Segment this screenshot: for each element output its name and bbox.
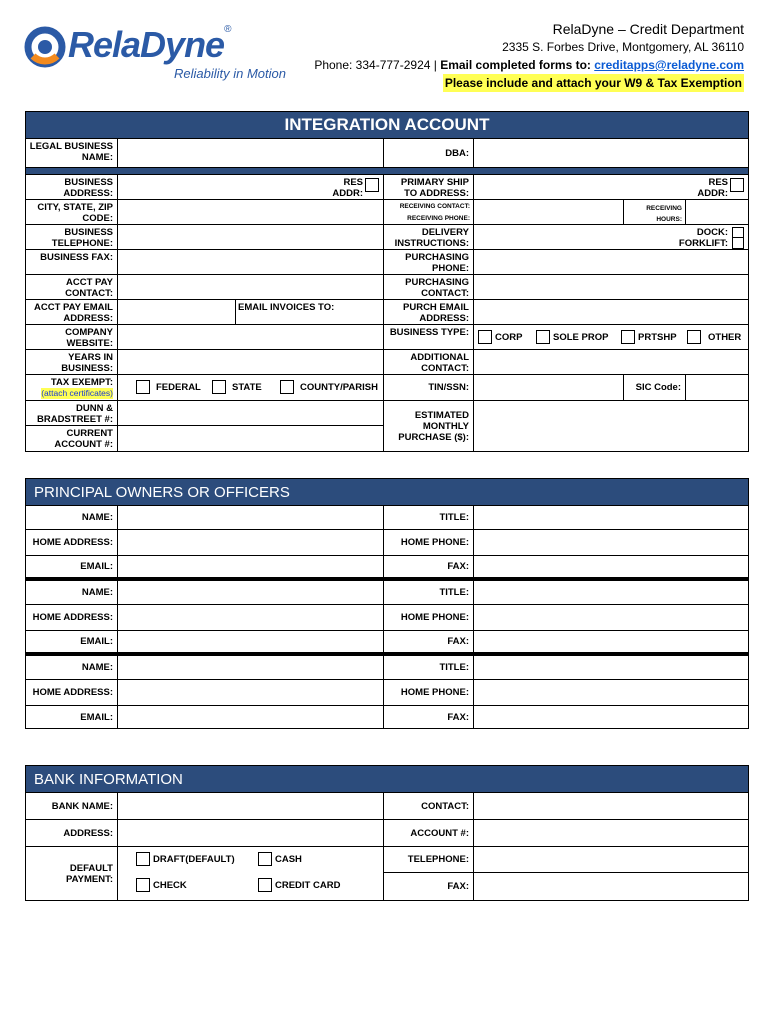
owner1-fax-field[interactable] <box>474 556 748 577</box>
owner2-name-label: NAME: <box>26 581 118 604</box>
estimated-monthly-purchase-label: ESTIMATED MONTHLY PURCHASE ($): <box>384 401 474 451</box>
business-type-sole-prop[interactable] <box>536 330 608 344</box>
forklift-checkbox[interactable] <box>732 237 744 249</box>
owner2-fax-label: FAX: <box>384 631 474 652</box>
years-in-business-row <box>26 350 748 375</box>
additional-contact-label: ADDITIONAL CONTACT: <box>384 350 474 374</box>
business-address-label: BUSINESS ADDRESS: <box>26 175 118 199</box>
principal-owners-section <box>25 478 749 729</box>
owner3-fax-label: FAX: <box>384 706 474 728</box>
delivery-instructions-label: DELIVERY INSTRUCTIONS: <box>384 225 474 249</box>
email-invoices-label: EMAIL INVOICES TO: <box>238 302 335 313</box>
business-type-label: BUSINESS TYPE: <box>384 325 474 349</box>
bank-phone-fax-labels <box>384 847 474 900</box>
owner3-fax-field[interactable] <box>474 706 748 728</box>
owner1-home-address-label: HOME ADDRESS: <box>26 530 118 555</box>
owner2-email-row <box>26 631 748 653</box>
reladyne-swirl-icon <box>24 26 66 68</box>
owner3-name-field[interactable] <box>118 656 384 679</box>
legal-name-row <box>26 139 748 168</box>
principal-owners-title: PRINCIPAL OWNERS OR OFFICERS <box>26 479 748 506</box>
business-type-corp[interactable] <box>478 330 522 344</box>
tax-state[interactable] <box>212 380 262 394</box>
years-in-business-label: YEARS IN BUSINESS: <box>26 350 118 374</box>
acct-pay-email-field[interactable] <box>118 300 236 324</box>
owner1-address-row <box>26 530 748 556</box>
tax-exempt-label: TAX EXEMPT: <box>50 377 113 388</box>
draft-checkbox[interactable] <box>136 852 150 866</box>
state-checkbox[interactable] <box>212 380 226 394</box>
receiving-hours-label: RECEIVING HOURS: <box>624 200 686 224</box>
bank-name-label: BANK NAME: <box>26 793 118 819</box>
logo-registered: ® <box>224 24 231 35</box>
tax-exempt-options <box>118 375 384 400</box>
purchasing-contact-field[interactable] <box>474 275 748 299</box>
primary-ship-label: PRIMARY SHIP TO ADDRESS: <box>384 175 474 199</box>
business-telephone-field[interactable] <box>118 225 384 249</box>
dba-label: DBA: <box>384 139 474 167</box>
sic-code-label: SIC Code: <box>624 375 686 400</box>
cash-label: CASH <box>275 853 302 865</box>
res-addr-checkbox[interactable] <box>365 178 379 192</box>
res-addr-label-2: RES ADDR: <box>697 177 728 199</box>
business-address-row <box>26 175 748 200</box>
check-label: CHECK <box>153 879 187 891</box>
business-telephone-row <box>26 225 748 250</box>
owner3-home-address-field[interactable] <box>118 680 384 705</box>
bank-fax-label: FAX: <box>447 880 469 892</box>
owner1-home-address-field[interactable] <box>118 530 384 555</box>
business-type-options <box>474 325 748 349</box>
receiving-hours-field[interactable] <box>686 200 748 224</box>
federal-label: FEDERAL <box>156 381 201 393</box>
business-address-field[interactable] <box>118 175 384 199</box>
owner1-home-phone-field[interactable] <box>474 530 748 555</box>
additional-contact-field[interactable] <box>474 350 748 374</box>
department-phone-email <box>314 56 744 74</box>
bank-address-row <box>26 820 748 847</box>
dunn-current-fields <box>118 401 384 451</box>
forklift-label: FORKLIFT: <box>678 238 728 249</box>
sole-prop-checkbox[interactable] <box>536 330 550 344</box>
bank-name-row <box>26 793 748 820</box>
logo-tagline: Reliability in Motion <box>174 66 286 81</box>
business-fax-row <box>26 250 748 275</box>
business-type-prtshp[interactable] <box>621 330 677 344</box>
receiving-phone-label: RECEIVING PHONE: <box>407 215 470 222</box>
owner2-email-field[interactable] <box>118 631 384 652</box>
company-website-label: COMPANY WEBSITE: <box>26 325 118 349</box>
city-state-zip-row <box>26 200 748 225</box>
delivery-instructions-field[interactable] <box>474 225 748 249</box>
acct-pay-contact-field[interactable] <box>118 275 384 299</box>
bank-telephone-label: TELEPHONE: <box>384 847 473 873</box>
integration-account-section <box>25 111 749 452</box>
acct-pay-contact-row <box>26 275 748 300</box>
current-account-label: CURRENT ACCOUNT #: <box>54 428 113 450</box>
other-label: OTHER <box>708 331 742 343</box>
owner3-name-row <box>26 656 748 680</box>
email-prefix: Email completed forms to: <box>440 58 595 72</box>
city-state-zip-label: CITY, STATE, ZIP CODE: <box>26 200 118 224</box>
owner1-email-field[interactable] <box>118 556 384 577</box>
dunn-current-labels <box>26 401 118 451</box>
owner2-title-label: TITLE: <box>384 581 474 604</box>
purchasing-phone-field[interactable] <box>474 250 748 274</box>
bank-information-section <box>25 765 749 901</box>
owner2-home-address-label: HOME ADDRESS: <box>26 605 118 630</box>
owner3-home-phone-field[interactable] <box>474 680 748 705</box>
legal-name-field[interactable] <box>118 139 384 167</box>
acct-pay-email-row <box>26 300 748 325</box>
legal-name-label: LEGAL BUSINESS NAME: <box>26 139 118 167</box>
receiving-contact-label: RECEIVING CONTACT: <box>399 203 470 210</box>
owner1-fax-label: FAX: <box>384 556 474 577</box>
county-parish-label: COUNTY/PARISH <box>300 381 378 393</box>
owner2-address-row <box>26 605 748 631</box>
prtshp-label: PRTSHP <box>638 331 677 343</box>
pay-draft-default[interactable] <box>136 852 235 866</box>
purch-email-field[interactable] <box>474 300 748 324</box>
bank-contact-label: CONTACT: <box>384 793 474 819</box>
owner3-email-label: EMAIL: <box>26 706 118 728</box>
other-checkbox[interactable] <box>687 330 701 344</box>
owner3-email-field[interactable] <box>118 706 384 728</box>
business-type-other[interactable] <box>687 330 741 344</box>
company-website-row <box>26 325 748 350</box>
dunn-row <box>26 401 748 451</box>
owner1-email-label: EMAIL: <box>26 556 118 577</box>
owner1-title-field[interactable] <box>474 506 748 529</box>
default-payment-options <box>118 847 384 900</box>
owner3-title-field[interactable] <box>474 656 748 679</box>
res-addr-checkbox-2[interactable] <box>730 178 744 192</box>
attach-certificates-note: (attach certificates) <box>41 388 113 398</box>
department-title: RelaDyne – Credit Department <box>552 21 744 37</box>
owner2-fax-field[interactable] <box>474 631 748 652</box>
dunn-label: DUNN & BRADSTREET #: <box>26 401 117 426</box>
reladyne-logo <box>24 24 294 86</box>
dba-field[interactable] <box>474 139 748 167</box>
bank-information-title: BANK INFORMATION <box>26 766 748 793</box>
tax-county-parish[interactable] <box>280 380 378 394</box>
owner3-email-row <box>26 706 748 728</box>
estimated-monthly-purchase-field[interactable] <box>474 401 748 451</box>
owner2-home-phone-label: HOME PHONE: <box>384 605 474 630</box>
bank-contact-field[interactable] <box>474 793 748 819</box>
dock-label: DOCK: <box>696 227 728 238</box>
business-fax-field[interactable] <box>118 250 384 274</box>
tax-exempt-cell <box>26 375 118 400</box>
owner3-home-address-label: HOME ADDRESS: <box>26 680 118 705</box>
owner1-name-field[interactable] <box>118 506 384 529</box>
state-label: STATE <box>232 381 262 393</box>
bank-account-label: ACCOUNT #: <box>384 820 474 846</box>
department-address: 2335 S. Forbes Drive, Montgomery, AL 36110 <box>502 40 744 54</box>
primary-ship-field[interactable] <box>474 175 748 199</box>
bank-address-field[interactable] <box>118 820 384 846</box>
attach-notice: Please include and attach your W9 & Tax Exemption <box>444 76 742 90</box>
company-website-field[interactable] <box>118 325 384 349</box>
federal-checkbox[interactable] <box>136 380 150 394</box>
cash-checkbox[interactable] <box>258 852 272 866</box>
check-checkbox[interactable] <box>136 878 150 892</box>
logo-text: RelaDyne <box>68 24 225 65</box>
owner2-name-field[interactable] <box>118 581 384 604</box>
dunn-field[interactable] <box>118 401 383 426</box>
bank-name-field[interactable] <box>118 793 384 819</box>
credit-card-checkbox[interactable] <box>258 878 272 892</box>
tax-federal[interactable] <box>136 380 201 394</box>
purchasing-phone-label: PURCHASING PHONE: <box>384 250 474 274</box>
owner2-title-field[interactable] <box>474 581 748 604</box>
email-link[interactable]: creditapps@reladyne.com <box>594 58 744 72</box>
pay-credit-card[interactable] <box>258 878 340 892</box>
owner3-title-label: TITLE: <box>384 656 474 679</box>
corp-checkbox[interactable] <box>478 330 492 344</box>
purch-email-label: PURCH EMAIL ADDRESS: <box>384 300 474 324</box>
acct-pay-contact-label: ACCT PAY CONTACT: <box>26 275 118 299</box>
owner3-address-row <box>26 680 748 706</box>
business-fax-label: BUSINESS FAX: <box>26 250 118 274</box>
owner2-home-address-field[interactable] <box>118 605 384 630</box>
bank-account-field[interactable] <box>474 820 748 846</box>
owner2-name-row <box>26 581 748 605</box>
owner1-name-row <box>26 506 748 530</box>
owner2-home-phone-field[interactable] <box>474 605 748 630</box>
pay-check[interactable] <box>136 878 187 892</box>
sic-code-field[interactable] <box>686 375 748 400</box>
bank-phone-fax-fields <box>474 847 748 900</box>
tin-ssn-label: TIN/SSN: <box>384 375 474 400</box>
credit-card-label: CREDIT CARD <box>275 879 341 891</box>
sole-prop-label: SOLE PROP <box>553 331 609 343</box>
years-in-business-field[interactable] <box>118 350 384 374</box>
prtshp-checkbox[interactable] <box>621 330 635 344</box>
tax-exempt-row <box>26 375 748 401</box>
integration-account-title: INTEGRATION ACCOUNT <box>26 112 748 139</box>
phone-text: Phone: 334-777-2924 | <box>314 58 441 72</box>
owner3-name-label: NAME: <box>26 656 118 679</box>
owner2-email-label: EMAIL: <box>26 631 118 652</box>
bank-address-label: ADDRESS: <box>26 820 118 846</box>
purchasing-contact-label: PURCHASING CONTACT: <box>384 275 474 299</box>
current-account-field[interactable] <box>118 426 383 450</box>
acct-pay-email-label: ACCT PAY EMAIL ADDRESS: <box>26 300 118 324</box>
receiving-labels <box>384 200 474 224</box>
county-parish-checkbox[interactable] <box>280 380 294 394</box>
divider-bar <box>26 168 748 175</box>
tin-ssn-field[interactable] <box>474 375 624 400</box>
receiving-contact-field[interactable] <box>474 200 624 224</box>
corp-label: CORP <box>495 331 523 343</box>
res-addr-label: RES ADDR: <box>332 177 363 199</box>
default-payment-label: DEFAULT PAYMENT: <box>26 847 118 900</box>
city-state-zip-field[interactable] <box>118 200 384 224</box>
header-contact-info <box>314 20 744 92</box>
owner1-home-phone-label: HOME PHONE: <box>384 530 474 555</box>
owner1-title-label: TITLE: <box>384 506 474 529</box>
owner1-email-row <box>26 556 748 578</box>
bank-fax-field[interactable] <box>474 873 748 899</box>
owner3-home-phone-label: HOME PHONE: <box>384 680 474 705</box>
business-telephone-label: BUSINESS TELEPHONE: <box>26 225 118 249</box>
pay-cash[interactable] <box>258 852 302 866</box>
owner1-name-label: NAME: <box>26 506 118 529</box>
draft-label: DRAFT(DEFAULT) <box>153 853 235 865</box>
bank-payment-row <box>26 847 748 900</box>
bank-telephone-field[interactable] <box>474 847 748 873</box>
email-invoices-to[interactable] <box>236 300 384 324</box>
